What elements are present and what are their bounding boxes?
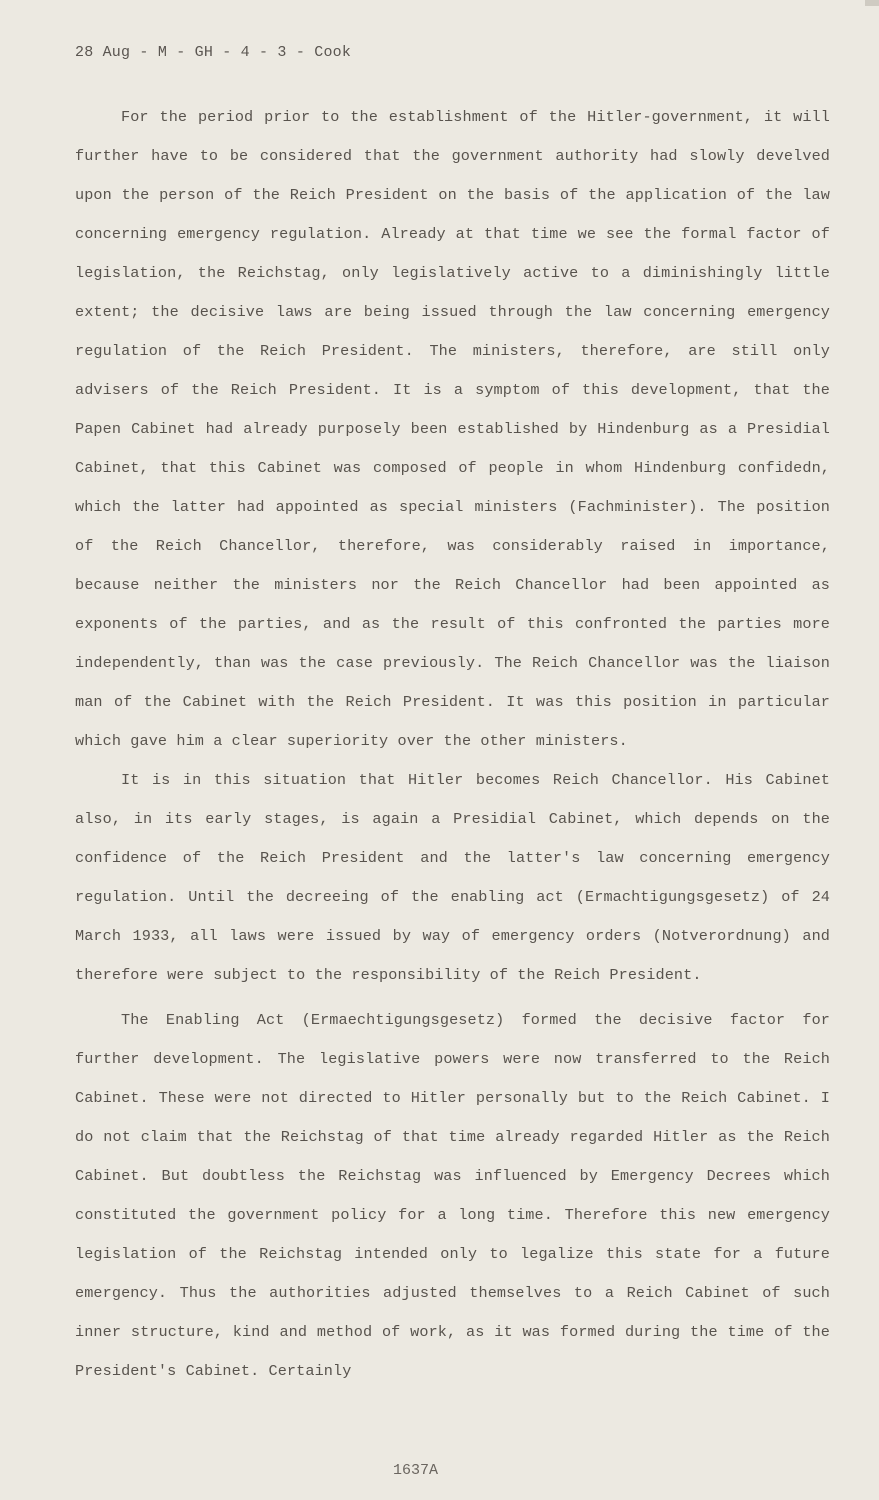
paper-speck — [865, 0, 879, 6]
paragraph-1: For the period prior to the establishment of the Hitler-government, it will further have to be considered that the government authority had slowly develved upon the person of the Reich President on the basis of the application of the law concerning emergency regulation. Already at that time we see the formal factor of legislation, the Reichstag, only legislatively active to a diminishingly little extent; the decisive laws are being issued through the law concerning emergency regulation of the Reich President. The ministers, therefore, are still only advisers of the Reich President. It is a symptom of this development, that the Papen Cabinet had already purposely been established by Hindenburg as a Presidial Cabinet, that this Cabinet was composed of people in whom Hindenburg confidedn, which the latter had appointed as special ministers (Fachminister). The position of the Reich Chancellor, therefore, was considerably raised in importance, because neither the ministers nor the Reich Chancellor had been appointed as exponents of the parties, and as the result of this confronted the parties more independently, than was the case previously. The Reich Chancellor was the liaison man of the Cabinet with the Reich President. It was this position in particular which gave him a clear superiority over the other ministers. — [75, 108, 830, 750]
document-body — [75, 98, 830, 1391]
paragraph-3: The Enabling Act (Ermaechtigungsgesetz) formed the decisive factor for further development. The legislative powers were now transferred to the Reich Cabinet. These were not directed to Hitler personally but to the Reich Cabinet. I do not claim that the Reichstag of that time already regarded Hitler as the Reich Cabinet. But doubtless the Reichstag was influenced by Emergency Decrees which constituted the government policy for a long time. Therefore this new emergency legislation of the Reichstag intended only to legalize this state for a future emergency. Thus the authorities adjusted themselves to a Reich Cabinet of such inner structure, kind and method of work, as it was formed during the time of the President's Cabinet. Certainly — [75, 1011, 830, 1380]
page-number: 1637A — [393, 1462, 439, 1479]
paragraph-2: It is in this situation that Hitler becomes Reich Chancellor. His Cabinet also, in its early stages, is again a Presidial Cabinet, which depends on the confidence of the Reich President and the latter's law concerning emergency regulation. Until the decreeing of the enabling act (Ermachtigungsgesetz) of 24 March 1933, all laws were issued by way of emergency orders (Notverordnung) and therefore were subject to the responsibility of the Reich President. — [75, 771, 830, 984]
document-header-reference: 28 Aug - M - GH - 4 - 3 - Cook — [75, 44, 352, 61]
